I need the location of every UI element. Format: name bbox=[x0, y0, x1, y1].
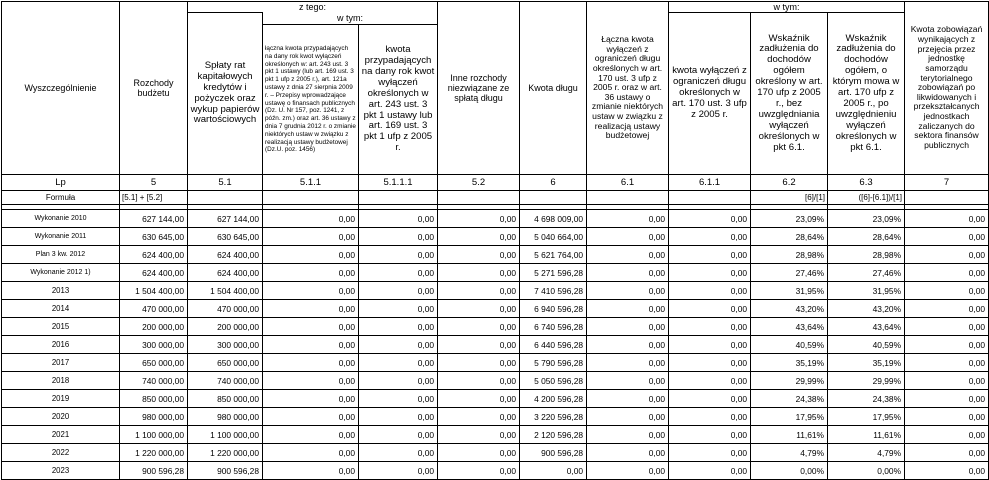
row-label: 2015 bbox=[2, 318, 120, 336]
table-cell: 624 400,00 bbox=[120, 246, 188, 264]
table-cell: 0,00 bbox=[587, 210, 669, 228]
table-cell: 0,00 bbox=[438, 372, 520, 390]
lp-cell: 6.2 bbox=[751, 175, 828, 191]
table-cell: 0,00 bbox=[669, 444, 751, 462]
table-cell: 0,00 bbox=[263, 228, 359, 246]
table-cell: 17,95% bbox=[751, 408, 828, 426]
table-cell: 200 000,00 bbox=[120, 318, 188, 336]
header-wskaznik-po: Wskaźnik zadłużenia do dochodów ogółem, o którym mowa w art. 170 ufp z 2005 r., po uwzględnieniu wyłączeń określonych w pkt 6.1. bbox=[828, 13, 905, 175]
table-cell: 0,00 bbox=[438, 300, 520, 318]
table-cell: 17,95% bbox=[828, 408, 905, 426]
table-cell: 0,00 bbox=[263, 444, 359, 462]
table-row bbox=[2, 444, 989, 462]
table-cell: 200 000,00 bbox=[188, 318, 263, 336]
table-cell: 650 000,00 bbox=[120, 354, 188, 372]
table-row bbox=[2, 354, 989, 372]
table-cell: 29,99% bbox=[828, 372, 905, 390]
table-cell: 29,99% bbox=[751, 372, 828, 390]
table-cell: 28,64% bbox=[828, 228, 905, 246]
table-cell: 0,00 bbox=[587, 282, 669, 300]
header-w-tym-right: w tym: bbox=[669, 2, 905, 13]
table-cell: 0,00 bbox=[438, 390, 520, 408]
table-cell: 900 596,28 bbox=[520, 444, 587, 462]
row-label: Wykonanie 2012 1) bbox=[2, 264, 120, 282]
table-cell: 27,46% bbox=[751, 264, 828, 282]
table-cell: 980 000,00 bbox=[120, 408, 188, 426]
table-cell: 4,79% bbox=[751, 444, 828, 462]
table-cell: 7 410 596,28 bbox=[520, 282, 587, 300]
table-cell: 0,00 bbox=[587, 372, 669, 390]
formula-cell-6-3: ([6]-[6.1])/[1] bbox=[828, 191, 905, 205]
table-cell: 0,00 bbox=[669, 372, 751, 390]
table-cell: 0,00 bbox=[438, 462, 520, 480]
table-cell: 0,00 bbox=[587, 246, 669, 264]
table-cell: 630 645,00 bbox=[120, 228, 188, 246]
table-cell: 0,00 bbox=[263, 300, 359, 318]
table-cell: 6 940 596,28 bbox=[520, 300, 587, 318]
table-cell: 0,00 bbox=[263, 264, 359, 282]
table-cell: 900 596,28 bbox=[188, 462, 263, 480]
lp-cell: 5.1 bbox=[188, 175, 263, 191]
header-w-tym-left: w tym: bbox=[263, 13, 438, 25]
table-cell: 740 000,00 bbox=[120, 372, 188, 390]
table-cell: 0,00 bbox=[438, 426, 520, 444]
table-cell: 0,00 bbox=[669, 462, 751, 480]
table-cell: 0,00 bbox=[669, 354, 751, 372]
table-row bbox=[2, 264, 989, 282]
table-cell: 0,00 bbox=[263, 282, 359, 300]
table-cell: 40,59% bbox=[751, 336, 828, 354]
header-inne-rozchody: Inne rozchody niezwiązane ze spłatą długu bbox=[438, 2, 520, 175]
lp-cell: 5.1.1 bbox=[263, 175, 359, 191]
table-cell: 35,19% bbox=[751, 354, 828, 372]
table-row bbox=[2, 426, 989, 444]
table-cell: 0,00 bbox=[359, 336, 438, 354]
header-kwota-zobowiazan: Kwota zobowiązań wynikających z przejęcia przez jednostkę samorządu terytorialnego zobowiązań po likwidowanych i przekształcanych jednostkach zaliczanych do sektora finansów publicznych bbox=[905, 2, 989, 175]
table-cell: 0,00 bbox=[359, 462, 438, 480]
table-cell: 0,00 bbox=[587, 390, 669, 408]
table-cell: 0,00 bbox=[263, 462, 359, 480]
row-label: 2016 bbox=[2, 336, 120, 354]
table-cell: 0,00 bbox=[905, 408, 989, 426]
table-cell: 31,95% bbox=[828, 282, 905, 300]
table-cell: 0,00 bbox=[438, 354, 520, 372]
header-laczna-kwota-przypadajacych: łączna kwota przypadających na dany rok kwot wyłączeń określonych w: art. 243 ust. 3 pkt 1 ustawy (lub art. 169 ust. 3 pkt 1 ufp z 2005 r.), art. 121a ustawy z dnia 27 sierpnia 2009 r. – Przepisy wprowadzające ustawę o finansach publicznych (Dz. U. Nr 157, poz. 1241, z późn. zm.) oraz art. 36 ustawy z dnia 7 grudnia 2012 r. o zmianie niektórych ustaw w związku z realizacją ustawy budżetowej (Dz.U. poz. 1456) bbox=[263, 25, 359, 175]
table-cell: 0,00% bbox=[828, 462, 905, 480]
table-cell: 0,00 bbox=[359, 300, 438, 318]
table-row bbox=[2, 228, 989, 246]
table-cell: 740 000,00 bbox=[188, 372, 263, 390]
table-cell: 0,00 bbox=[587, 300, 669, 318]
lp-cell: Lp bbox=[2, 175, 120, 191]
formula-cell-6-2: [6]/[1] bbox=[751, 191, 828, 205]
table-cell: 0,00 bbox=[587, 408, 669, 426]
table-cell: 1 220 000,00 bbox=[188, 444, 263, 462]
table-cell: 0,00 bbox=[359, 354, 438, 372]
table-cell: 0,00 bbox=[905, 300, 989, 318]
table-cell: 300 000,00 bbox=[188, 336, 263, 354]
table-cell: 5 050 596,28 bbox=[520, 372, 587, 390]
table-cell: 5 040 664,00 bbox=[520, 228, 587, 246]
table-row bbox=[2, 210, 989, 228]
table-cell: 470 000,00 bbox=[120, 300, 188, 318]
lp-cell: 6.1 bbox=[587, 175, 669, 191]
table-cell: 980 000,00 bbox=[188, 408, 263, 426]
table-cell: 23,09% bbox=[751, 210, 828, 228]
table-row bbox=[2, 390, 989, 408]
table-cell: 43,20% bbox=[751, 300, 828, 318]
table-row bbox=[2, 336, 989, 354]
table-cell: 0,00 bbox=[520, 462, 587, 480]
lp-cell: 6.1.1 bbox=[669, 175, 751, 191]
table-cell: 0,00 bbox=[438, 264, 520, 282]
table-cell: 28,64% bbox=[751, 228, 828, 246]
table-cell: 5 790 596,28 bbox=[520, 354, 587, 372]
table-cell: 900 596,28 bbox=[120, 462, 188, 480]
table-cell: 0,00 bbox=[905, 228, 989, 246]
table-cell: 624 400,00 bbox=[188, 246, 263, 264]
table-cell: 0,00 bbox=[263, 318, 359, 336]
table-cell: 0,00 bbox=[359, 210, 438, 228]
table-cell: 31,95% bbox=[751, 282, 828, 300]
table-cell: 0,00 bbox=[263, 390, 359, 408]
table-cell: 0,00 bbox=[669, 300, 751, 318]
lp-cell: 5.2 bbox=[438, 175, 520, 191]
table-cell: 28,98% bbox=[828, 246, 905, 264]
table-cell: 0,00 bbox=[905, 282, 989, 300]
table-cell: 0,00 bbox=[587, 444, 669, 462]
table-cell: 0,00 bbox=[438, 246, 520, 264]
table-cell: 1 220 000,00 bbox=[120, 444, 188, 462]
table-cell: 0,00 bbox=[669, 264, 751, 282]
table-cell: 627 144,00 bbox=[120, 210, 188, 228]
row-label: Wykonanie 2011 bbox=[2, 228, 120, 246]
table-cell: 4,79% bbox=[828, 444, 905, 462]
table-cell: 0,00 bbox=[905, 426, 989, 444]
table-cell: 6 440 596,28 bbox=[520, 336, 587, 354]
header-wskaznik-bez: Wskaźnik zadłużenia do dochodów ogółem określony w art. 170 ufp z 2005 r., bez uwzględniania wyłączeń określonych w pkt 6.1. bbox=[751, 13, 828, 175]
table-cell: 0,00 bbox=[359, 228, 438, 246]
table-row bbox=[2, 246, 989, 264]
table-cell: 624 400,00 bbox=[188, 264, 263, 282]
lp-cell: 7 bbox=[905, 175, 989, 191]
table-cell: 11,61% bbox=[828, 426, 905, 444]
table-cell: 35,19% bbox=[828, 354, 905, 372]
table-cell: 0,00 bbox=[587, 264, 669, 282]
table-cell: 1 504 400,00 bbox=[120, 282, 188, 300]
row-label: Wykonanie 2010 bbox=[2, 210, 120, 228]
table-cell: 0,00 bbox=[587, 462, 669, 480]
table-cell: 27,46% bbox=[828, 264, 905, 282]
table-cell: 2 120 596,28 bbox=[520, 426, 587, 444]
header-rozchody: Rozchody budżetu bbox=[120, 2, 188, 175]
table-cell: 1 100 000,00 bbox=[188, 426, 263, 444]
header-kwota-przypadajacych: kwota przypadających na dany rok kwot wyłączeń określonych w art. 243 ust. 3 pkt 1 ustawy lub art. 169 ust. 3 pkt 1 ufp z 2005 r. bbox=[359, 25, 438, 175]
table-cell: 0,00 bbox=[359, 372, 438, 390]
table-cell: 0,00 bbox=[905, 246, 989, 264]
header-z-tego: z tego: bbox=[188, 2, 438, 13]
row-label: 2021 bbox=[2, 426, 120, 444]
table-cell: 0,00 bbox=[359, 264, 438, 282]
header-splaty-rat: Spłaty rat kapitałowych kredytów i pożyczek oraz wykup papierów wartościowych bbox=[188, 13, 263, 175]
table-cell: 624 400,00 bbox=[120, 264, 188, 282]
table-cell: 0,00 bbox=[438, 228, 520, 246]
table-cell: 0,00 bbox=[905, 444, 989, 462]
table-cell: 0,00 bbox=[669, 408, 751, 426]
row-label: 2019 bbox=[2, 390, 120, 408]
table-cell: 0,00 bbox=[263, 426, 359, 444]
table-cell: 0,00 bbox=[438, 444, 520, 462]
table-cell: 1 504 400,00 bbox=[188, 282, 263, 300]
table-cell: 5 271 596,28 bbox=[520, 264, 587, 282]
table-cell: 0,00 bbox=[905, 318, 989, 336]
table-cell: 28,98% bbox=[751, 246, 828, 264]
table-cell: 5 621 764,00 bbox=[520, 246, 587, 264]
table-cell: 0,00 bbox=[438, 210, 520, 228]
table-cell: 0,00 bbox=[438, 408, 520, 426]
row-label: 2013 bbox=[2, 282, 120, 300]
header-wyszczegolnienie: Wyszczególnienie bbox=[2, 2, 120, 175]
table-cell: 0,00 bbox=[905, 372, 989, 390]
table-cell: 0,00 bbox=[905, 354, 989, 372]
lp-cell: 6.3 bbox=[828, 175, 905, 191]
lp-row bbox=[2, 175, 989, 191]
table-cell: 0,00 bbox=[905, 390, 989, 408]
header-laczna-kwota-wylaczen: Łączna kwota wyłączeń z ograniczeń długu określonych w art. 170 ust. 3 ufp z 2005 r. oraz w art. 36 ustawy o zmianie niektórych ustaw w związku z realizacją ustawy budżetowej bbox=[587, 2, 669, 175]
lp-cell: 5.1.1.1 bbox=[359, 175, 438, 191]
formula-row bbox=[2, 191, 989, 205]
table-row bbox=[2, 282, 989, 300]
table-cell: 0,00 bbox=[587, 354, 669, 372]
table-row bbox=[2, 300, 989, 318]
table-cell: 0,00 bbox=[359, 444, 438, 462]
row-label: Plan 3 kw. 2012 bbox=[2, 246, 120, 264]
table-cell: 3 220 596,28 bbox=[520, 408, 587, 426]
table-cell: 0,00 bbox=[669, 228, 751, 246]
table-cell: 0,00 bbox=[905, 210, 989, 228]
row-label: 2022 bbox=[2, 444, 120, 462]
table-cell: 0,00 bbox=[359, 408, 438, 426]
table-cell: 4 200 596,28 bbox=[520, 390, 587, 408]
table-row bbox=[2, 318, 989, 336]
header-kwota-dlugu: Kwota długu bbox=[520, 2, 587, 175]
table-cell: 0,00 bbox=[905, 336, 989, 354]
table-cell: 0,00 bbox=[669, 210, 751, 228]
formula-label: Formuła bbox=[2, 191, 120, 205]
table-cell: 0,00% bbox=[751, 462, 828, 480]
table-cell: 4 698 009,00 bbox=[520, 210, 587, 228]
row-label: 2018 bbox=[2, 372, 120, 390]
table-cell: 0,00 bbox=[587, 426, 669, 444]
table-cell: 0,00 bbox=[669, 246, 751, 264]
table-cell: 43,64% bbox=[751, 318, 828, 336]
table-cell: 300 000,00 bbox=[120, 336, 188, 354]
table-cell: 0,00 bbox=[263, 408, 359, 426]
table-row bbox=[2, 408, 989, 426]
table-cell: 0,00 bbox=[669, 336, 751, 354]
table-cell: 650 000,00 bbox=[188, 354, 263, 372]
table-cell: 43,64% bbox=[828, 318, 905, 336]
table-cell: 0,00 bbox=[587, 228, 669, 246]
lp-cell: 5 bbox=[120, 175, 188, 191]
table-cell: 627 144,00 bbox=[188, 210, 263, 228]
table-cell: 24,38% bbox=[751, 390, 828, 408]
table-cell: 0,00 bbox=[359, 282, 438, 300]
table-cell: 630 645,00 bbox=[188, 228, 263, 246]
table-cell: 0,00 bbox=[359, 390, 438, 408]
table-cell: 24,38% bbox=[828, 390, 905, 408]
table-cell: 0,00 bbox=[669, 282, 751, 300]
table-cell: 470 000,00 bbox=[188, 300, 263, 318]
table-cell: 0,00 bbox=[905, 264, 989, 282]
table-cell: 11,61% bbox=[751, 426, 828, 444]
table-cell: 0,00 bbox=[669, 426, 751, 444]
row-label: 2017 bbox=[2, 354, 120, 372]
table-cell: 0,00 bbox=[669, 318, 751, 336]
row-label: 2023 bbox=[2, 462, 120, 480]
table-row bbox=[2, 462, 989, 480]
table-row bbox=[2, 372, 989, 390]
table-cell: 850 000,00 bbox=[120, 390, 188, 408]
table-cell: 0,00 bbox=[263, 246, 359, 264]
table-cell: 0,00 bbox=[438, 318, 520, 336]
table-cell: 0,00 bbox=[438, 336, 520, 354]
table-cell: 0,00 bbox=[587, 336, 669, 354]
table-cell: 0,00 bbox=[263, 372, 359, 390]
table-cell: 23,09% bbox=[828, 210, 905, 228]
table-cell: 0,00 bbox=[905, 462, 989, 480]
table-cell: 0,00 bbox=[438, 282, 520, 300]
table-cell: 0,00 bbox=[263, 336, 359, 354]
table-cell: 0,00 bbox=[359, 318, 438, 336]
table-cell: 850 000,00 bbox=[188, 390, 263, 408]
lp-cell: 6 bbox=[520, 175, 587, 191]
table-cell: 0,00 bbox=[263, 354, 359, 372]
table-cell: 43,20% bbox=[828, 300, 905, 318]
table-cell: 0,00 bbox=[587, 318, 669, 336]
header-kwota-wylaczen-ufp: kwota wyłączeń z ograniczeń długu określonych w art. 170 ust. 3 ufp z 2005 r. bbox=[669, 13, 751, 175]
table-cell: 6 740 596,28 bbox=[520, 318, 587, 336]
table-cell: 0,00 bbox=[359, 426, 438, 444]
table-cell: 0,00 bbox=[263, 210, 359, 228]
row-label: 2020 bbox=[2, 408, 120, 426]
financial-forecast-table bbox=[1, 1, 989, 480]
table-cell: 40,59% bbox=[828, 336, 905, 354]
table-cell: 0,00 bbox=[669, 390, 751, 408]
table-cell: 0,00 bbox=[359, 246, 438, 264]
row-label: 2014 bbox=[2, 300, 120, 318]
formula-cell-5: [5.1] + [5.2] bbox=[120, 191, 188, 205]
table-cell: 1 100 000,00 bbox=[120, 426, 188, 444]
